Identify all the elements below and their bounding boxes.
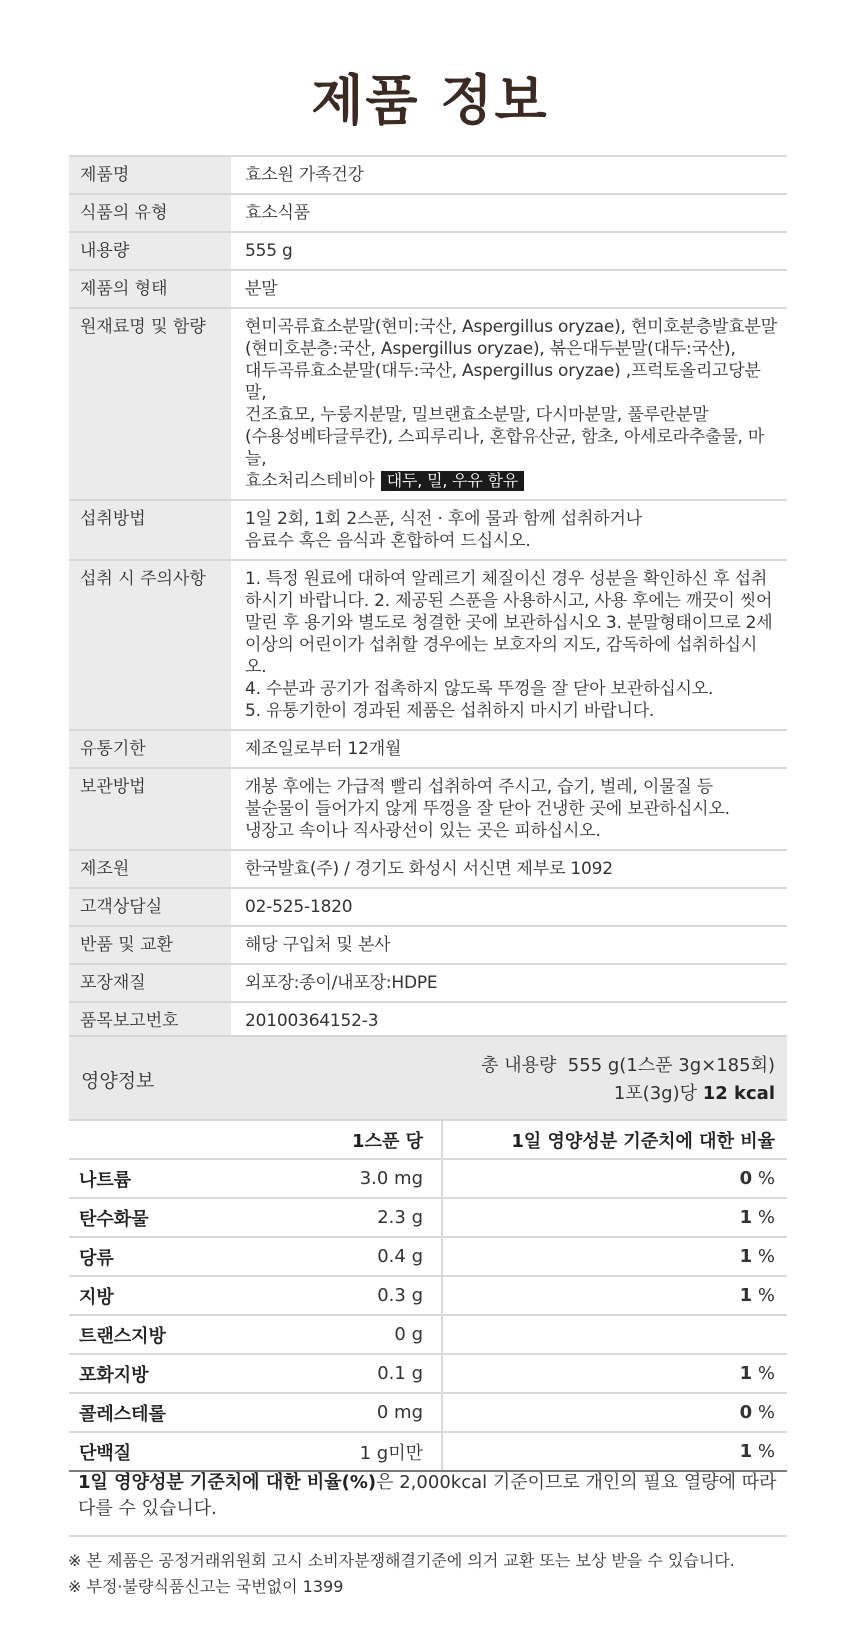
info-row bbox=[69, 308, 787, 500]
info-value: 개봉 후에는 가급적 빨리 섭취하여 주시고, 습기, 벌레, 이물질 등 불순물이 들어가지 않게 뚜껑을 잘 닫아 건냉한 곳에 보관하십시오. 냉장고 속이나 직사광선이 있는 곳은 피하십시오. bbox=[231, 768, 787, 850]
info-value: 제조일로부터 12개월 bbox=[231, 730, 787, 768]
nutrient-row bbox=[69, 1354, 787, 1393]
percent-value: 1 bbox=[739, 1441, 753, 1462]
page-title: 제품 정보 bbox=[311, 69, 549, 132]
info-value: 02-525-1820 bbox=[231, 888, 787, 926]
info-row bbox=[69, 964, 787, 1002]
nutrient-amount: 2.3 g bbox=[225, 1198, 442, 1237]
nutrition-section bbox=[69, 1035, 787, 1472]
percent-unit: % bbox=[752, 1168, 775, 1189]
info-label: 보관방법 bbox=[69, 768, 231, 850]
nutrient-name: 트랜스지방 bbox=[69, 1315, 225, 1354]
info-label: 반품 및 교환 bbox=[69, 926, 231, 964]
percent-value: 1 bbox=[739, 1363, 753, 1384]
info-row bbox=[69, 888, 787, 926]
info-value: 한국발효(주) / 경기도 화성시 서신면 제부로 1092 bbox=[231, 850, 787, 888]
info-row bbox=[69, 730, 787, 768]
nutrient-percent bbox=[442, 1354, 787, 1393]
info-label: 내용량 bbox=[69, 232, 231, 270]
per-pack-calories bbox=[614, 1079, 775, 1105]
nutrition-table bbox=[69, 1121, 787, 1472]
footer-notes bbox=[68, 1548, 808, 1600]
info-row bbox=[69, 156, 787, 194]
info-label: 섭취 시 주의사항 bbox=[69, 560, 231, 730]
info-value: 1일 2회, 1회 2스푼, 식전 · 후에 물과 함께 섭취하거나 음료수 혹은 음식과 혼합하여 드십시오. bbox=[231, 500, 787, 560]
info-row bbox=[69, 560, 787, 730]
nutrient-row bbox=[69, 1159, 787, 1198]
info-value: 해당 구입처 및 본사 bbox=[231, 926, 787, 964]
info-value: 현미곡류효소분말(현미:국산, Aspergillus oryzae), 현미호분층발효분말 (현미호분층:국산, Aspergillus oryzae), 볶은대두분말(대두:국산), 대두곡류효소분말(대두:국산, Aspergillus oryzae) ,프럭토올리고당분말, 건조효모, 누룽지분말, 밀브랜효소분말, 다시마분말, 풀루란분말 (수용성베타글루칸), 스피루리나, 혼합유산균, 함초, 아세로라추출물, 마늘, 효소처리스테비아 대두, 밀, 우유 함유 bbox=[231, 308, 787, 500]
nutrition-label: 영양정보 bbox=[81, 1070, 155, 1092]
nutrient-amount: 0.3 g bbox=[225, 1276, 442, 1315]
nutrient-row bbox=[69, 1393, 787, 1432]
product-info-table bbox=[69, 155, 787, 1041]
percent-unit: % bbox=[752, 1363, 775, 1384]
nutrient-row bbox=[69, 1198, 787, 1237]
percent-unit: % bbox=[752, 1441, 775, 1462]
percent-unit: % bbox=[752, 1285, 775, 1306]
info-row bbox=[69, 270, 787, 308]
calories-value: 12 kcal bbox=[702, 1083, 775, 1104]
nutrient-amount: 0 g bbox=[225, 1315, 442, 1354]
info-value: 분말 bbox=[231, 270, 787, 308]
percent-value: 0 bbox=[739, 1168, 753, 1189]
info-label: 섭취방법 bbox=[69, 500, 231, 560]
percent-unit: % bbox=[752, 1246, 775, 1267]
percent-value: 1 bbox=[739, 1246, 753, 1267]
info-row bbox=[69, 500, 787, 560]
nutrient-amount: 0 mg bbox=[225, 1393, 442, 1432]
nutrient-row bbox=[69, 1237, 787, 1276]
info-row bbox=[69, 768, 787, 850]
info-label: 제품명 bbox=[69, 156, 231, 194]
info-value: 555 g bbox=[231, 232, 787, 270]
nutrient-col-header bbox=[69, 1121, 225, 1159]
per-pack-label: 1포(3g)당 bbox=[613, 1083, 703, 1104]
divider bbox=[69, 1535, 787, 1537]
total-content: 총 내용량 555 g(1스푼 3g×185회) bbox=[481, 1055, 775, 1076]
serving-col-header: 1스푼 당 bbox=[225, 1121, 442, 1159]
nutrient-name: 탄수화물 bbox=[69, 1198, 225, 1237]
info-value: 1. 특정 원료에 대하여 알레르기 체질이신 경우 성분을 확인하신 후 섭취 하시기 바랍니다. 2. 제공된 스푼을 사용하시고, 사용 후에는 깨끗이 씻어 말린 후 용기와 별도로 청결한 곳에 보관하십시오 3. 분말형태이므로 2세 이상의 어린이가 섭취할 경우에는 보호자의 지도, 감독하에 섭취하십시오. 4. 수분과 공기가 접촉하지 않도록 뚜껑을 잘 닫아 보관하십시오. 5. 유통기한이 경과된 제품은 섭취하지 마시기 바랍니다. bbox=[231, 560, 787, 730]
note-bold: 1일 영양성분 기준치에 대한 비율(%) bbox=[78, 1472, 377, 1493]
info-value: 20100364152-3 bbox=[231, 1002, 787, 1040]
footer-line: ※ 본 제품은 공정거래위원회 고시 소비자분쟁해결기준에 의거 교환 또는 보상 받을 수 있습니다. bbox=[68, 1551, 735, 1570]
info-label: 제조원 bbox=[69, 850, 231, 888]
nutrient-percent bbox=[442, 1159, 787, 1198]
nutrient-name: 당류 bbox=[69, 1237, 225, 1276]
info-value: 효소식품 bbox=[231, 194, 787, 232]
nutrient-amount: 0.4 g bbox=[225, 1237, 442, 1276]
nutrient-percent bbox=[442, 1315, 787, 1354]
info-value: 효소원 가족건강 bbox=[231, 156, 787, 194]
nutrient-percent bbox=[442, 1432, 787, 1471]
percent-value: 0 bbox=[739, 1402, 753, 1423]
info-row bbox=[69, 194, 787, 232]
nutrient-amount: 3.0 mg bbox=[225, 1159, 442, 1198]
percent-unit: % bbox=[752, 1402, 775, 1423]
percent-value: 1 bbox=[739, 1207, 753, 1228]
nutrient-row bbox=[69, 1276, 787, 1315]
nutrient-percent bbox=[442, 1276, 787, 1315]
ratio-col-header: 1일 영양성분 기준치에 대한 비율 bbox=[442, 1121, 787, 1159]
nutrition-header bbox=[69, 1035, 787, 1121]
info-value: 외포장:종이/내포장:HDPE bbox=[231, 964, 787, 1002]
info-label: 식품의 유형 bbox=[69, 194, 231, 232]
info-label: 포장재질 bbox=[69, 964, 231, 1002]
nutrient-name: 지방 bbox=[69, 1276, 225, 1315]
nutrient-amount: 0.1 g bbox=[225, 1354, 442, 1393]
nutrient-row bbox=[69, 1315, 787, 1354]
info-row bbox=[69, 232, 787, 270]
info-label: 제품의 형태 bbox=[69, 270, 231, 308]
allergen-badge: 대두, 밀, 우유 함유 bbox=[381, 471, 524, 491]
percent-unit: % bbox=[752, 1207, 775, 1228]
note-text: 은 2,000kcal 기준이므로 개인의 필요 열량에 따라 다를 수 있습니다. bbox=[78, 1472, 777, 1519]
nutrient-row bbox=[69, 1432, 787, 1471]
nutrient-name: 단백질 bbox=[69, 1432, 225, 1471]
nutrient-name: 포화지방 bbox=[69, 1354, 225, 1393]
nutrient-percent bbox=[442, 1393, 787, 1432]
info-label: 유통기한 bbox=[69, 730, 231, 768]
nutrient-percent bbox=[442, 1198, 787, 1237]
nutrition-note bbox=[78, 1470, 788, 1522]
nutrient-name: 나트륨 bbox=[69, 1159, 225, 1198]
info-label: 품목보고번호 bbox=[69, 1002, 231, 1040]
info-row bbox=[69, 926, 787, 964]
nutrient-percent bbox=[442, 1237, 787, 1276]
info-label: 원재료명 및 함량 bbox=[69, 308, 231, 500]
info-row bbox=[69, 850, 787, 888]
nutrient-name: 콜레스테롤 bbox=[69, 1393, 225, 1432]
footer-line: ※ 부정·불량식품신고는 국번없이 1399 bbox=[68, 1577, 344, 1596]
info-label: 고객상담실 bbox=[69, 888, 231, 926]
percent-value: 1 bbox=[739, 1285, 753, 1306]
nutrient-amount: 1 g미만 bbox=[225, 1432, 442, 1471]
